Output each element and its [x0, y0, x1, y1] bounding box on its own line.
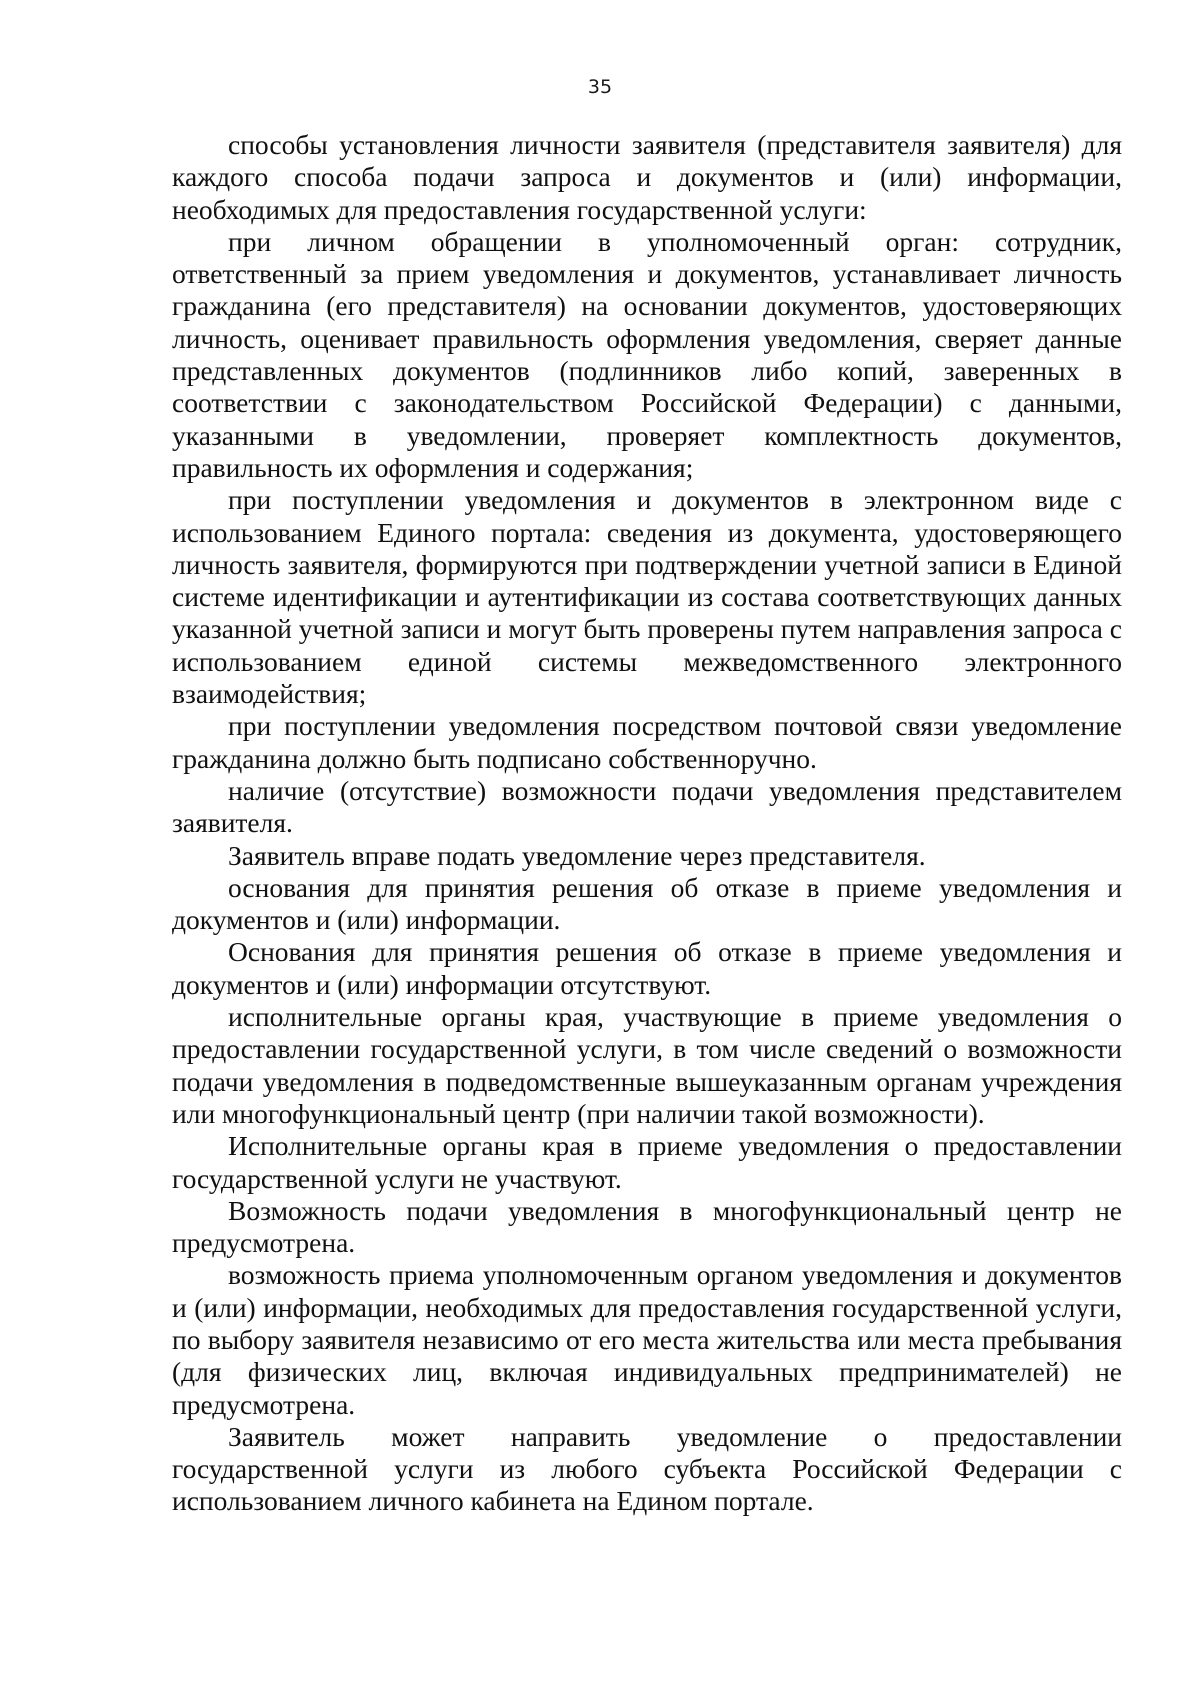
- paragraph: возможность приема уполномоченным органом уведомления и документов и (или) информации, необходимых для предоставления государственной услуги, по выбору заявителя независимо от его места жительства или места пребывания (для физических лиц, включая индивидуальных предпринимателей) не предусмотрена.: [172, 1259, 1122, 1420]
- page-number: 35: [587, 76, 613, 98]
- paragraph: Заявитель может направить уведомление о предоставлении государственной услуги из любого субъекта Российской Федерации с использованием личного кабинета на Едином портале.: [172, 1420, 1122, 1517]
- paragraph: при поступлении уведомления посредством почтовой связи уведомление гражданина должно быть подписано собственноручно.: [172, 710, 1122, 774]
- document-body: [172, 129, 1122, 1518]
- paragraph: Заявитель вправе подать уведомление через представителя.: [228, 839, 926, 871]
- paragraph: Основания для принятия решения об отказе в приеме уведомления и документов и (или) информации отсутствуют.: [172, 936, 1122, 1000]
- paragraph: при личном обращении в уполномоченный орган: сотрудник, ответственный за прием уведомления и документов, устанавливает личность гражданина (его представителя) на основании документов, удостоверяющих личность, оценивает правильность оформления уведомления, сверяет данные представленных документов (подлинников либо копий, заверенных в соответствии с законодательством Российской Федерации) с данными, указанными в уведомлении, проверяет комплектность документов, правильность их оформления и содержания;: [172, 225, 1122, 483]
- paragraph: Исполнительные органы края в приеме уведомления о предоставлении государственной услуги не участвуют.: [172, 1130, 1122, 1194]
- paragraph: исполнительные органы края, участвующие в приеме уведомления о предоставлении государственной услуги, в том числе сведений о возможности подачи уведомления в подведомственные вышеуказанным органам учреждения или многофункциональный центр (при наличии такой возможности).: [172, 1001, 1122, 1129]
- paragraph: при поступлении уведомления и документов в электронном виде с использованием Единого портала: сведения из документа, удостоверяющего личность заявителя, формируются при подтверждении учетной записи в Единой системе идентификации и аутентификации из состава соответствующих данных указанной учетной записи и могут быть проверены путем направления запроса с использованием единой системы межведомственного электронного взаимодействия;: [172, 484, 1122, 710]
- paragraph: наличие (отсутствие) возможности подачи уведомления представителем заявителя.: [172, 774, 1122, 839]
- paragraph: Возможность подачи уведомления в многофункциональный центр не предусмотрена.: [172, 1194, 1122, 1259]
- paragraph: основания для принятия решения об отказе в приеме уведомления и документов и (или) информации.: [172, 871, 1122, 936]
- paragraph: способы установления личности заявителя (представителя заявителя) для каждого способа подачи запроса и документов и (или) информации, необходимых для предоставления государственной услуги:: [172, 129, 1122, 225]
